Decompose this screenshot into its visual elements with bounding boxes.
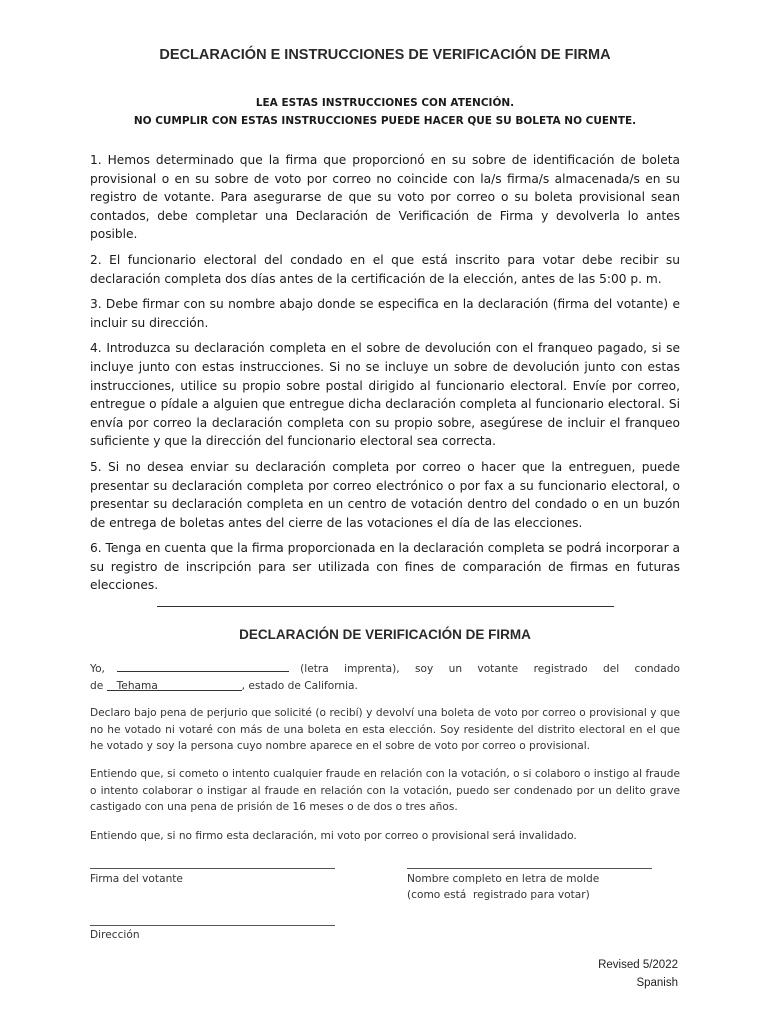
declaration-intro xyxy=(90,659,680,694)
yo-label: Yo, xyxy=(90,663,105,675)
instruction-item: 6. Tenga en cuenta que la firma proporcionada en la declaración completa se podrá incorporar a su registro de inscripción para ser utilizada con fines de comparación de firmas en futuras elecciones. xyxy=(90,541,680,593)
instructions-list xyxy=(90,151,680,602)
declaration-title: DECLARACIÓN DE VERIFICACIÓN DE FIRMA xyxy=(239,627,531,642)
declaration-paragraph-2: Entiendo que, si cometo o intento cualquier fraude en relación con la votación, o si colaboro o instigo al fraude o intento colaborar o instigar al fraude en relación con la votación, puedo ser condenado por un delito grave castigado con una pena de prisión de 16 meses o de dos o tres años. xyxy=(90,768,680,813)
full-name-label-line-2: (como está registrado para votar) xyxy=(407,888,590,901)
declaration-paragraph-3: Entiendo que, si no firmo esta declaración, mi voto por correo o provisional será invalidado. xyxy=(90,830,577,842)
instruction-item: 2. El funcionario electoral del condado en el que está inscrito para votar debe recibir su declaración completa dos días antes de la certificación de la elección, antes de las 5:00 p. m. xyxy=(90,252,680,286)
voter-signature-line[interactable] xyxy=(90,868,335,869)
printed-name-blank[interactable] xyxy=(117,659,289,672)
county-value: Tehama xyxy=(116,679,158,692)
warning-line-2: NO CUMPLIR CON ESTAS INSTRUCCIONES PUEDE HACER QUE SU BOLETA NO CUENTE. xyxy=(133,115,637,127)
section-divider xyxy=(157,606,614,607)
county-field[interactable] xyxy=(107,678,242,691)
instruction-item: 5. Si no desea enviar su declaración completa por correo o hacer que la entreguen, puede presentar su declaración completa por correo electrónico o por fax a su funcionario electoral, o presentar su declaración completa en un centro de votación dentro del condado o en un buzón de entrega de boletas antes del cierre de las votaciones el día de las elecciones. xyxy=(90,459,680,530)
instruction-item: 4. Introduzca su declaración completa en el sobre de devolución con el franqueo pagado, si se incluye junto con estas instrucciones. Si no se incluye un sobre de devolución junto con estas instrucciones, utilice su propio sobre postal dirigido al funcionario electoral. Envíe por correo, entregue o pídale a alguien que entregue dicha declaración completa al funcionario electoral. Si envía por correo la declaración completa con su propio sobre, asegúrese de incluir el franqueo suficiente y que la dirección del funcionario electoral sea correcta. xyxy=(90,341,680,449)
declaration-paragraph-1: Declaro bajo pena de perjurio que solicité (o recibí) y devolví una boleta de voto por correo o provisional y que no he votado ni votaré con más de una boleta en esta elección. Soy residente del distrito electoral en el que he votado y soy la persona cuyo nombre aparece en el sobre de voto por correo o provisional. xyxy=(90,707,680,752)
full-name-line[interactable] xyxy=(407,868,652,869)
estado-label: , estado de California. xyxy=(241,679,358,692)
voter-signature-label: Firma del votante xyxy=(90,873,183,885)
warning-line-1: LEA ESTAS INSTRUCCIONES CON ATENCIÓN. xyxy=(255,97,515,109)
address-line[interactable] xyxy=(90,925,335,926)
full-name-label xyxy=(407,872,599,903)
page-title: DECLARACIÓN E INSTRUCCIONES DE VERIFICACIÓN DE FIRMA xyxy=(159,47,611,63)
instruction-item: 3. Debe firmar con su nombre abajo donde se especifica en la declaración (firma del votante) e incluir su dirección. xyxy=(90,297,680,330)
letra-imprenta-label: (letra imprenta), soy un votante registrado del condado xyxy=(300,663,680,675)
instruction-item: 1. Hemos determinado que la firma que proporcionó en su sobre de identificación de boleta provisional o en su sobre de voto por correo no coincide con la/s firma/s almacenada/s en su registro de votante. Para asegurarse de que su voto por correo o su boleta provisional sean contados, debe completar una Declaración de Verificación de Firma y devolverla lo antes posible. xyxy=(90,153,680,242)
de-label: de xyxy=(90,679,104,692)
address-label: Dirección xyxy=(90,929,140,941)
revision-date: Revised 5/2022 xyxy=(598,959,678,971)
full-name-label-line-1: Nombre completo en letra de molde xyxy=(407,873,600,885)
language-label: Spanish xyxy=(636,977,678,989)
